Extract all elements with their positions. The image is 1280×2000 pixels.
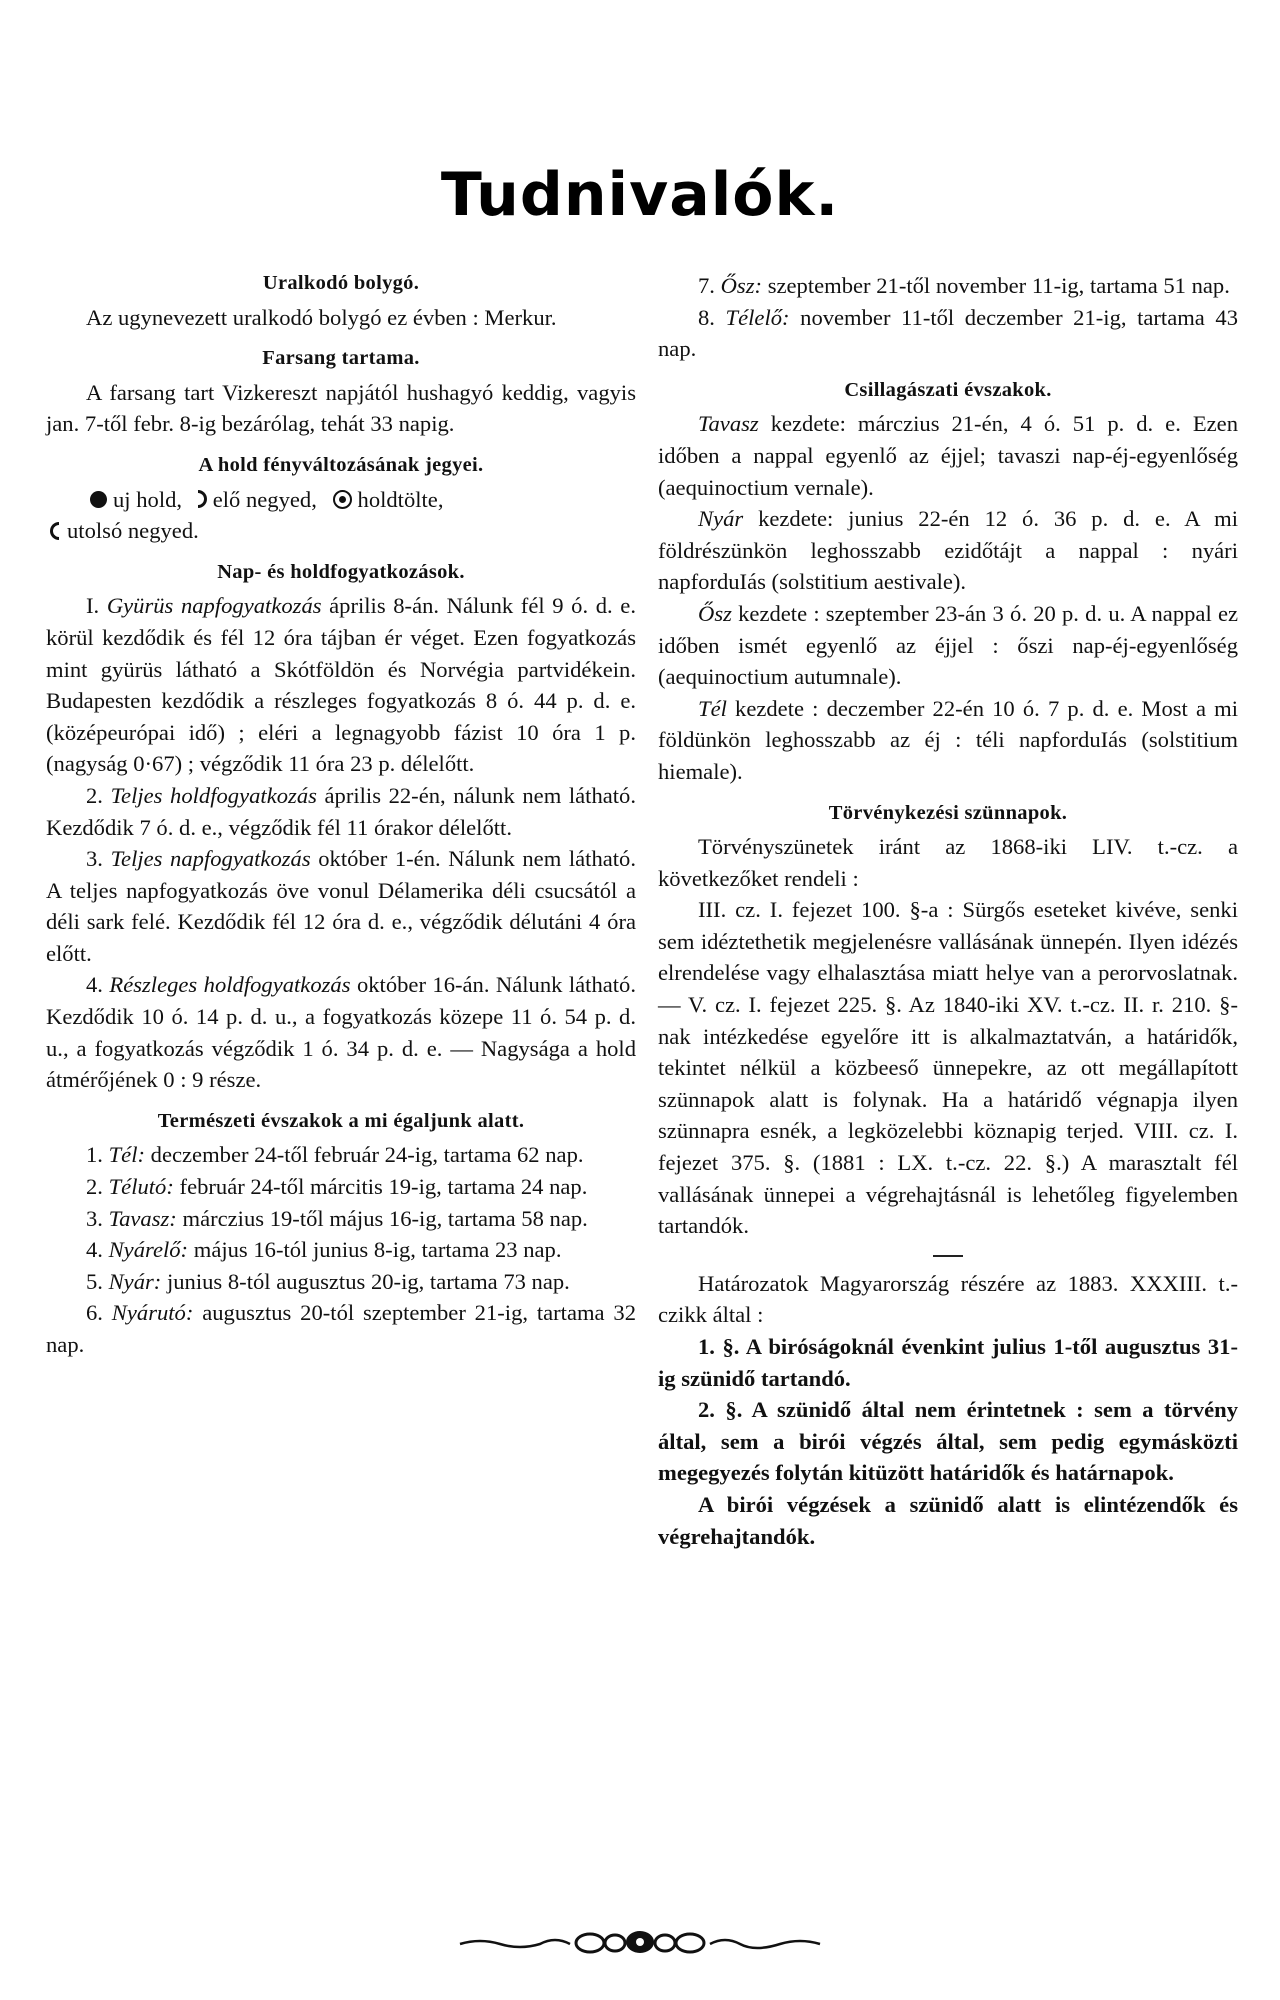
law-text: III. cz. I. fejezet 100. §-a : Sürgős eseteket kivéve, senki sem idéztethetik megjelenésre vallásának ünnepén. Ilyen idézés elrendelése vagy elhalasztása miatt helye van a perorvoslatnak. — V. cz. I. fejezet 225. §. Az 1840-iki XV. t.-cz. II. r. 210. §-nak intézkedése egyelőre itt is alkalmaztatván, a határidők, tekintet nélkül a közbeeső ünnepekre, az ott megállapított szünnapok alatt is folynak. Ha a határidő végnapja ilyen szünnapra esnék, a legközelebbi köznapig terjed. VIII. cz. I. fejezet 375. §. (1881 : LX. t.-cz. 22. §.) A marasztalt fél vallásának ünnepei a végrehajtásnál is lehetőleg figyelemben tartandók. [658,897,1238,1239]
decision-3: A birói végzések a szünidő alatt is elintézendők és végrehajtandók. [658,1491,1238,1549]
page-title: Tudnivalók. [440,160,840,230]
season-item: 6. Nyárutó: augusztus 20-tól szeptember 21-ig, tartama 32 nap. [46,1300,637,1357]
eclipse-4: 4. Részleges holdfogyatkozás október 16-án. Nálunk látható. Kezdődik 10 ó. 14 p. d. u., a fogyatkozás közepe 11 ó. 54 p. d. u., a fogyatkozás végződik 1 ó. 34 p. d. e. — Nagysága a hold átmérőjének 0 : 9 része. [46,972,636,1093]
astro-season-item: Nyár kezdete: junius 22-én 12 ó. 36 p. d. e. A mi földrészünkön leghosszabb ezidőtájt a nappal : nyári napforduIás (solstitium aestivale). [658,506,1238,595]
law-intro: Törvényszünetek iránt az 1868-iki LIV. t.-cz. a következőket rendeli : [658,834,1238,891]
season-item: 7. Ősz: szeptember 21-től november 11-ig, tartama 51 nap. [698,273,1230,298]
first-quarter-label: elő negyed, [212,486,317,512]
ornament-divider-icon [440,1928,840,1958]
new-moon-icon [90,491,107,508]
heading-astronomical-seasons: Csillagászati évszakok. [844,378,1052,401]
eclipse-2: 2. Teljes holdfogyatkozás április 22-én, nálunk nem látható. Kezdődik 7 ó. d. e., végződik fél 11 órakor délelőtt. [46,782,636,840]
decision-intro: Határozatok Magyarország részére az 1883. XXXIII. t.-czikk által : [658,1270,1238,1328]
last-quarter-icon [50,522,59,540]
season-item: 8. Télelő: november 11-től deczember 21-ig, tartama 43 nap. [658,304,1239,362]
astro-season-item: Tavasz kezdete: márczius 21-én, 4 ó. 51 p. d. e. Ezen időben a nappal egyenlő az éjjel; tavaszi nap-éj-egyenlőség (aequinoctium vernale). [658,411,1238,500]
astro-season-item: Tél kezdete : deczember 22-én 10 ó. 7 p. d. e. Most a mi földünkön leghosszabb az éj : téli napforduIás (solstitium hiemale). [658,695,1239,784]
last-quarter-label: utolsó negyed. [67,518,199,544]
ruling-planet-text: Az ugynevezett uralkodó bolygó ez évben : Merkur. [86,304,557,330]
decision-1: 1. §. A biróságoknál évenkint julius 1-től augusztus 31-ig szünidő tartandó. [658,1334,1238,1391]
section-divider [658,1246,1238,1262]
heading-moon-phases: A hold fényváltozásának jegyei. [198,453,484,476]
moon-phase-legend-line2 [46,515,636,547]
eclipse-1: I. Gyürüs napfogyatkozás április 8-án. Nálunk fél 9 ó. d. e. körül kezdődik és fél 12 óra tájban ér véget. Ezen fogyatkozás mint gyürüs látható a Skótföldön és Norvégia partvidékein. Budapesten kezdődik a részleges fogyatkozás 8 ó. 44 p. d. e. (középeurópai idő) ; eléri a legnagyobb fázist 10 óra 1 p. (nagyság 0·67) ; végződik 11 óra 23 p. délelőtt. [46,593,636,777]
heading-eclipses: Nap- és holdfogyatkozások. [217,560,465,583]
heading-carnival: Farsang tartama. [262,347,420,370]
heading-natural-seasons: Természeti évszakok a mi égaljunk alatt. [157,1109,525,1132]
right-column [658,270,1238,1552]
full-moon-label: holdtölte, [357,486,444,512]
astro-season-item: Ősz kezdete : szeptember 23-án 3 ó. 20 p. d. u. A nappal ez időben ismét egyenlő az éjjel : őszi nap-éj-egyenlőség (aequinoctium autumnale). [658,600,1238,690]
full-moon-icon [333,490,352,509]
moon-phase-legend [46,484,636,516]
season-item: 4. Nyárelő: május 16-tól junius 8-ig, tartama 23 nap. [86,1237,562,1263]
season-item: 5. Nyár: junius 8-tól augusztus 20-ig, tartama 73 nap. [86,1268,570,1294]
left-column [46,268,636,1361]
heading-ruling-planet: Uralkodó bolygó. [262,272,420,294]
season-item: 3. Tavasz: márczius 19-től május 16-ig, tartama 58 nap. [86,1205,588,1231]
heading-court-holidays: Törvénykezési szünnapok. [828,801,1068,824]
new-moon-label: uj hold, [113,486,183,512]
season-item: 1. Tél: deczember 24-től február 24-ig, tartama 62 nap. [86,1142,584,1168]
carnival-text: A farsang tart Vizkereszt napjától hushagyó keddig, vagyis jan. 7-től febr. 8-ig bezárólag, tehát 33 napig. [46,379,636,437]
eclipse-3: 3. Teljes napfogyatkozás október 1-én. Nálunk nem látható. A teljes napfogyatkozás öve vonul Délamerika déli csucsától a déli sark felé. Kezdődik fél 12 óra d. e., végződik délutáni 4 óra előtt. [46,846,637,966]
season-item: 2. Télutó: február 24-től márcitis 19-ig, tartama 24 nap. [86,1174,588,1200]
decision-2: 2. §. A szünidő által nem érintetnek : sem a törvény által, sem a birói végzés által, sem pedig egymásközti megegyezés folytán kitüzött határidők és határnapok. [658,1397,1238,1486]
first-quarter-icon [198,490,207,508]
